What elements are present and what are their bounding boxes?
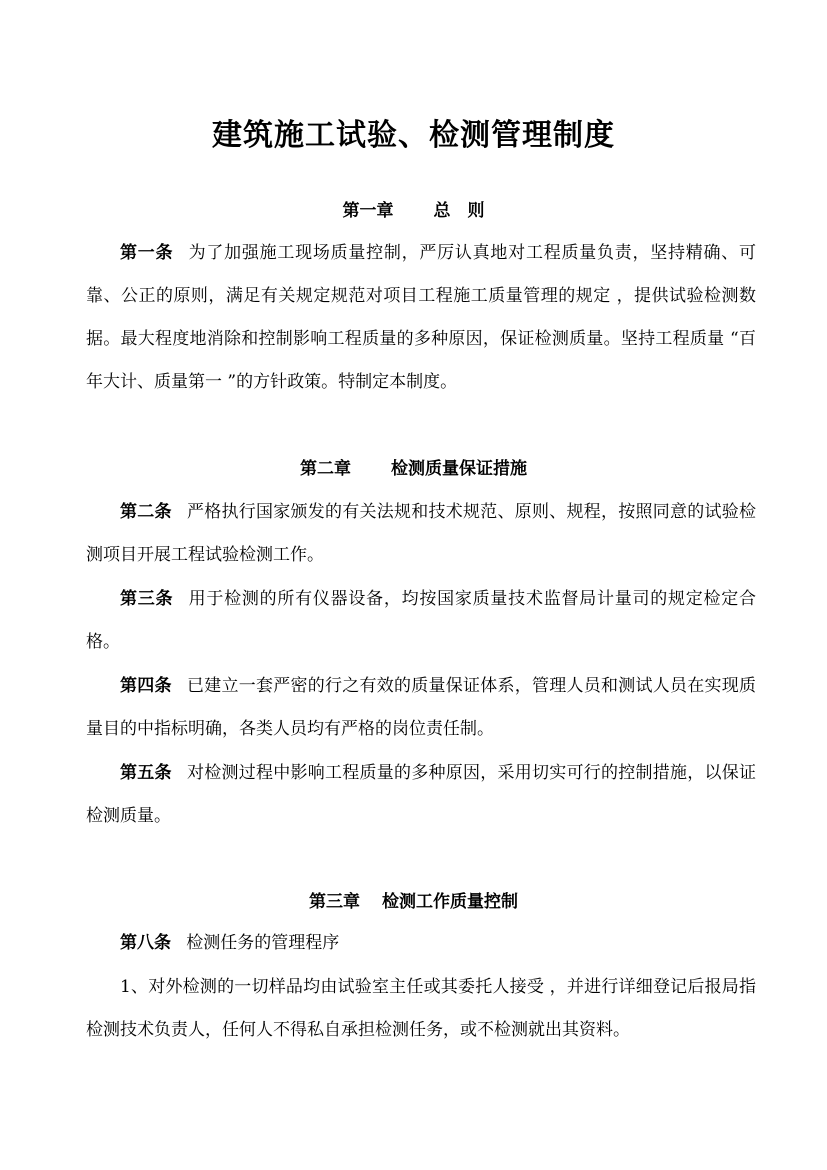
article-label: 第四条 <box>120 676 172 696</box>
article-paragraph <box>86 752 756 838</box>
article-label: 第二条 <box>120 502 172 522</box>
article-label: 第一条 <box>120 243 174 263</box>
chapter-number: 第一章 <box>342 201 394 221</box>
chapter-number: 第二章 <box>300 459 351 479</box>
list-item <box>86 966 756 1052</box>
chapter-heading <box>0 199 827 223</box>
document-title: 建筑施工试验、检测管理制度 <box>212 118 615 153</box>
article-label: 第八条 <box>120 933 171 953</box>
article-text: 为了加强施工现场质量控制，严厉认真地对工程质量负责，坚持精确、可靠、公正的原则，满足有关规定规范对项目工程施工质量管理的规定 ，提供试验检测数据。最大程度地消除和控制影响工程质量的多种原因，保证检测质量。坚持工程质量 “百年大计、质量第一 ”的方针政策。特制定本制度。 <box>86 243 757 392</box>
article-label: 第五条 <box>120 763 172 783</box>
list-item-text: 1、对外检测的一切样品均由试验室主任或其委托人接受 ，并进行详细登记后报局指检测技术负责人，任何人不得私自承担检测任务，或不检测就出其资料。 <box>86 977 756 1040</box>
chapter-name: 检测质量保证措施 <box>391 459 527 479</box>
chapter-name: 检测工作质量控制 <box>382 892 518 912</box>
article-paragraph <box>86 922 756 965</box>
article-text: 对检测过程中影响工程质量的多种原因，采用切实可行的控制措施，以保证检测质量。 <box>86 763 757 826</box>
article-paragraph <box>86 665 756 751</box>
chapter-heading <box>0 457 827 481</box>
article-text: 检测任务的管理程序 <box>186 933 340 953</box>
chapter-heading <box>0 890 827 914</box>
article-text: 严格执行国家颁发的有关法规和技术规范、原则、规程，按照同意的试验检测项目开展工程试验检测工作。 <box>86 502 757 565</box>
article-text: 已建立一套严密的行之有效的质量保证体系，管理人员和测试人员在实现质量目的中指标明确，各类人员均有严格的岗位责任制。 <box>86 676 757 739</box>
article-paragraph <box>86 578 756 664</box>
chapter-name: 总 则 <box>433 201 485 221</box>
article-label: 第三条 <box>120 589 174 609</box>
article-paragraph <box>86 491 756 577</box>
chapter-number: 第三章 <box>309 892 360 912</box>
article-paragraph <box>86 232 756 404</box>
article-text: 用于检测的所有仪器设备，均按国家质量技术监督局计量司的规定检定合格。 <box>86 589 757 652</box>
